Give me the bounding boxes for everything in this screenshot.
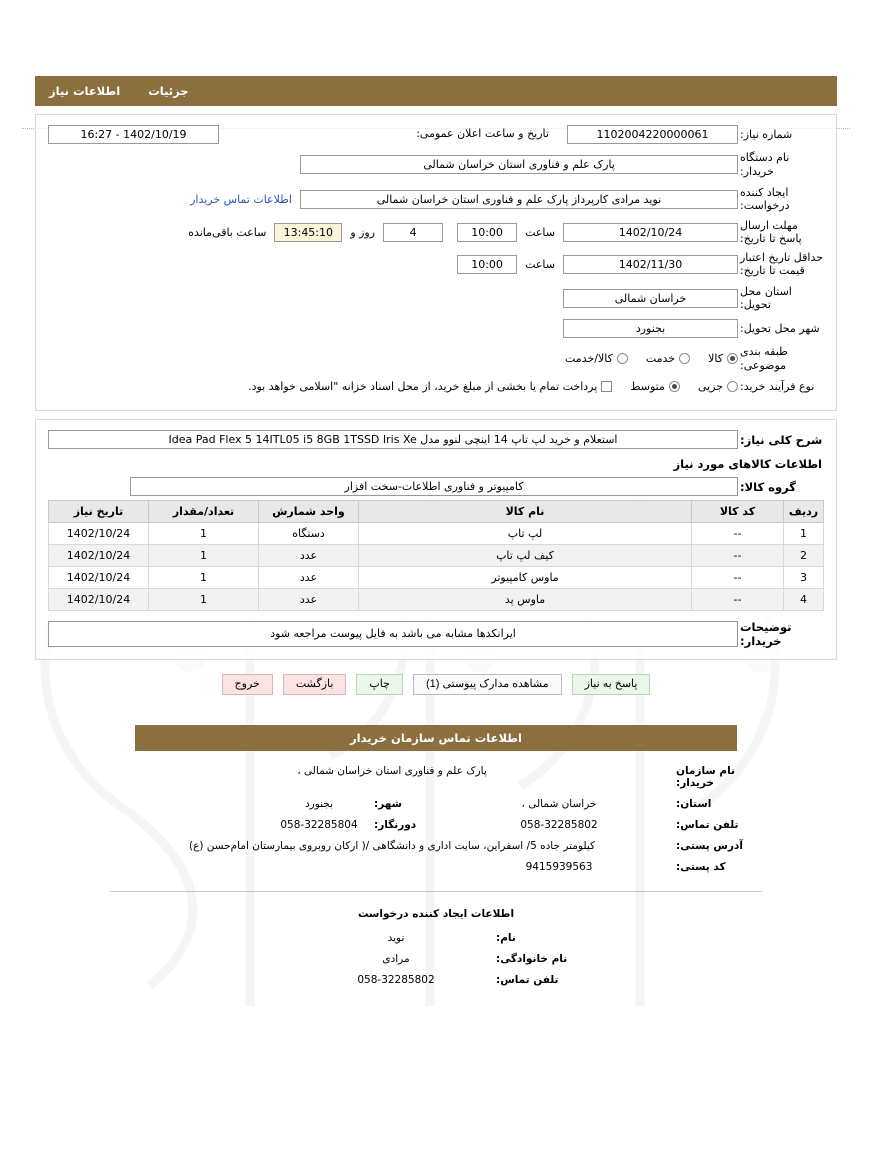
cell-date: 1402/10/24 [49, 523, 149, 545]
value-contact-city: بجنورد [304, 797, 334, 810]
cell-row: 1 [784, 523, 824, 545]
back-button[interactable]: بازگشت [283, 674, 347, 695]
label-requester-phone: تلفن تماس: [496, 973, 559, 986]
row-goods-group [48, 477, 824, 496]
requester-row-family [0, 953, 872, 965]
table-row[interactable] [49, 589, 824, 611]
creator-name-field[interactable]: نوید مرادی کارپرداز پارک علم و فناوری استان خراسان شمالی [300, 190, 738, 209]
contact-row-province-city [110, 798, 762, 810]
cell-code: -- [692, 545, 784, 567]
cell-name: ماوس کامپیوتر [359, 567, 692, 589]
need-title-field[interactable]: استعلام و خرید لپ تاپ 14 اینچی لنوو مدل Idea Pad Flex 5 14ITL05 i5 8GB 1TSSD Iris Xe [48, 430, 738, 449]
cell-date: 1402/10/24 [49, 589, 149, 611]
category-option-goods-label: کالا [708, 352, 723, 366]
goods-panel [35, 419, 837, 660]
requester-row-name [0, 932, 872, 944]
row-validity [48, 252, 824, 277]
label-category: طبقه بندی موضوعی: [740, 345, 788, 372]
table-row[interactable] [49, 545, 824, 567]
label-contact-city: شهر: [374, 797, 402, 810]
countdown-timer: 13:45:10 [274, 223, 342, 242]
value-requester-name: نوید [387, 931, 405, 944]
cell-row: 3 [784, 567, 824, 589]
value-contact-phone: 058-32285802 [520, 818, 598, 831]
goods-group-field[interactable]: کامپیوتر و فناوری اطلاعات-سخت افزار [130, 477, 738, 496]
label-contact-fax: دورنگار: [374, 818, 417, 831]
label-creator: ایجاد کننده درخواست: [740, 185, 790, 213]
action-buttons [0, 674, 872, 695]
cell-name: لپ تاپ [359, 523, 692, 545]
respond-button[interactable]: پاسخ به نیاز [572, 674, 651, 695]
deadline-date-field[interactable]: 1402/10/24 [563, 223, 738, 242]
need-number-field[interactable]: 1102004220000061 [567, 125, 738, 144]
th-code: کد کالا [692, 501, 784, 523]
tab-bar [35, 76, 837, 106]
label-contact-address: آدرس پستی: [676, 839, 743, 852]
category-option-goods-service[interactable] [565, 352, 628, 365]
tab-details[interactable]: جزئیات [148, 84, 189, 98]
label-validity-hour: ساعت [525, 258, 555, 272]
row-province [48, 285, 824, 313]
label-deadline: مهلت ارسال پاسخ تا تاریخ: [740, 219, 802, 245]
radio-goods-service-icon[interactable] [617, 353, 628, 364]
contact-section-title: اطلاعات تماس سازمان خریدار [135, 725, 737, 751]
label-process: نوع فرآیند خرید: [740, 379, 815, 393]
contact-row-postal [110, 861, 762, 873]
cell-row: 2 [784, 545, 824, 567]
contact-row-org [110, 765, 762, 789]
view-attachments-button[interactable]: مشاهده مدارک پیوستی (1) [413, 674, 562, 695]
cell-unit: عدد [259, 545, 359, 567]
row-creator [48, 186, 824, 214]
process-option-minor[interactable] [698, 380, 738, 393]
process-option-medium[interactable] [630, 380, 680, 393]
buyer-contact-link[interactable]: اطلاعات تماس خریدار [190, 192, 292, 206]
cell-date: 1402/10/24 [49, 545, 149, 567]
process-option-minor-label: جزیی [697, 379, 723, 393]
value-contact-org: پارک علم و فناوری استان خراسان شمالی ، [297, 764, 487, 777]
city-field[interactable]: بجنورد [563, 319, 738, 338]
radio-goods-icon[interactable] [727, 353, 738, 364]
cell-qty: 1 [149, 523, 259, 545]
validity-date-field[interactable]: 1402/11/30 [563, 255, 738, 274]
treasury-bond-label: پرداخت تمام یا بخشی از مبلغ خرید، از محل اسناد خزانه "اسلامی خواهد بود. [248, 379, 598, 393]
print-button[interactable]: چاپ [356, 674, 403, 695]
contact-row-address [110, 840, 762, 852]
row-process [48, 380, 824, 394]
label-countdown-suffix: ساعت باقی‌مانده [188, 226, 267, 240]
row-need-title [48, 430, 824, 449]
process-option-medium-label: متوسط [630, 379, 665, 393]
value-contact-address: کیلومتر جاده 5/ اسفراین، سایت اداری و دانشگاهی /( ارکان روبروی بیمارستان امام‌حسن (ع) [189, 839, 595, 852]
cell-unit: دستگاه [259, 523, 359, 545]
requester-section-title: اطلاعات ایجاد کننده درخواست [357, 907, 515, 920]
row-need-number [48, 125, 824, 144]
cell-qty: 1 [149, 545, 259, 567]
goods-table-header-row [49, 501, 824, 523]
announce-label-field: تاریخ و ساعت اعلان عمومی: [416, 127, 549, 140]
th-date: تاریخ نیاز [49, 501, 149, 523]
row-org [48, 151, 824, 179]
tab-need-info[interactable]: اطلاعات نیاز [49, 84, 121, 98]
cell-qty: 1 [149, 589, 259, 611]
label-city: شهر محل تحویل: [740, 321, 820, 335]
treasury-bond-checkbox-group[interactable] [248, 380, 612, 393]
cell-date: 1402/10/24 [49, 567, 149, 589]
label-requester-family: نام خانوادگی: [496, 952, 568, 965]
th-unit: واحد شمارش [259, 501, 359, 523]
value-contact-postal: 9415939563 [525, 860, 593, 873]
label-org: نام دستگاه خریدار: [740, 151, 790, 178]
category-option-goods-service-label: کالا/خدمت [565, 352, 613, 366]
value-contact-province: خراسان شمالی ، [521, 797, 597, 810]
cell-code: -- [692, 523, 784, 545]
category-option-service-label: خدمت [645, 352, 676, 366]
cell-unit: عدد [259, 567, 359, 589]
th-row: ردیف [784, 501, 824, 523]
label-requester-name: نام: [496, 931, 516, 944]
contact-details [110, 765, 762, 873]
label-contact-phone: تلفن تماس: [676, 818, 739, 831]
row-deadline [48, 220, 824, 245]
radio-medium-icon[interactable] [669, 381, 680, 392]
buyer-note-field[interactable]: ایرانکدها مشابه می باشد به فایل پیوست مراجعه شود [48, 621, 738, 647]
validity-hour-field[interactable]: 10:00 [457, 255, 517, 274]
cell-code: -- [692, 567, 784, 589]
treasury-bond-checkbox[interactable] [601, 381, 612, 392]
cell-row: 4 [784, 589, 824, 611]
label-province: استان محل تحویل: [740, 284, 792, 312]
value-requester-family: مرادی [382, 952, 410, 965]
label-contact-province: استان: [676, 797, 712, 810]
label-need-title: شرح کلی نیاز: [740, 432, 823, 447]
goods-info-title: اطلاعات کالاهای مورد نیاز [673, 457, 822, 472]
label-deadline-hour: ساعت [525, 226, 555, 240]
table-row[interactable] [49, 567, 824, 589]
cell-qty: 1 [149, 567, 259, 589]
category-option-service[interactable] [646, 352, 690, 365]
requester-row-phone [0, 974, 872, 986]
value-contact-fax: 058-32285804 [280, 818, 358, 831]
need-info-panel [35, 114, 837, 411]
remaining-days-field: 4 [383, 223, 443, 242]
contact-row-phone-fax [110, 819, 762, 831]
table-row[interactable] [49, 523, 824, 545]
org-name-field[interactable]: پارک علم و فناوری استان خراسان شمالی [300, 155, 738, 174]
label-validity: حداقل تاریخ اعتبار قیمت تا تاریخ: [740, 251, 824, 277]
cell-unit: عدد [259, 589, 359, 611]
label-days-unit: روز و [350, 226, 376, 240]
th-qty: تعداد/مقدار [149, 501, 259, 523]
cell-name: ماوس پد [359, 589, 692, 611]
category-option-goods[interactable] [708, 352, 738, 365]
contact-divider [110, 891, 762, 892]
label-need-number: شماره نیاز: [740, 127, 793, 141]
value-requester-phone: 058-32285802 [357, 973, 435, 986]
goods-table [48, 500, 824, 611]
radio-service-icon[interactable] [679, 353, 690, 364]
label-buyer-note: توضیحات خریدار: [740, 620, 792, 649]
row-city [48, 319, 824, 338]
row-category [48, 345, 824, 373]
announce-datetime-field[interactable]: 1402/10/19 - 16:27 [48, 125, 219, 144]
deadline-hour-field[interactable]: 10:00 [457, 223, 517, 242]
label-goods-group: گروه کالا: [740, 479, 796, 494]
row-buyer-note [48, 621, 824, 649]
th-name: نام کالا [359, 501, 692, 523]
exit-button[interactable]: خروج [222, 674, 273, 695]
label-contact-postal: کد پستی: [676, 860, 726, 873]
radio-minor-icon[interactable] [727, 381, 738, 392]
cell-code: -- [692, 589, 784, 611]
cell-name: کیف لپ تاپ [359, 545, 692, 567]
label-contact-org: نام سازمان خریدار: [676, 764, 735, 789]
province-field[interactable]: خراسان شمالی [563, 289, 738, 308]
